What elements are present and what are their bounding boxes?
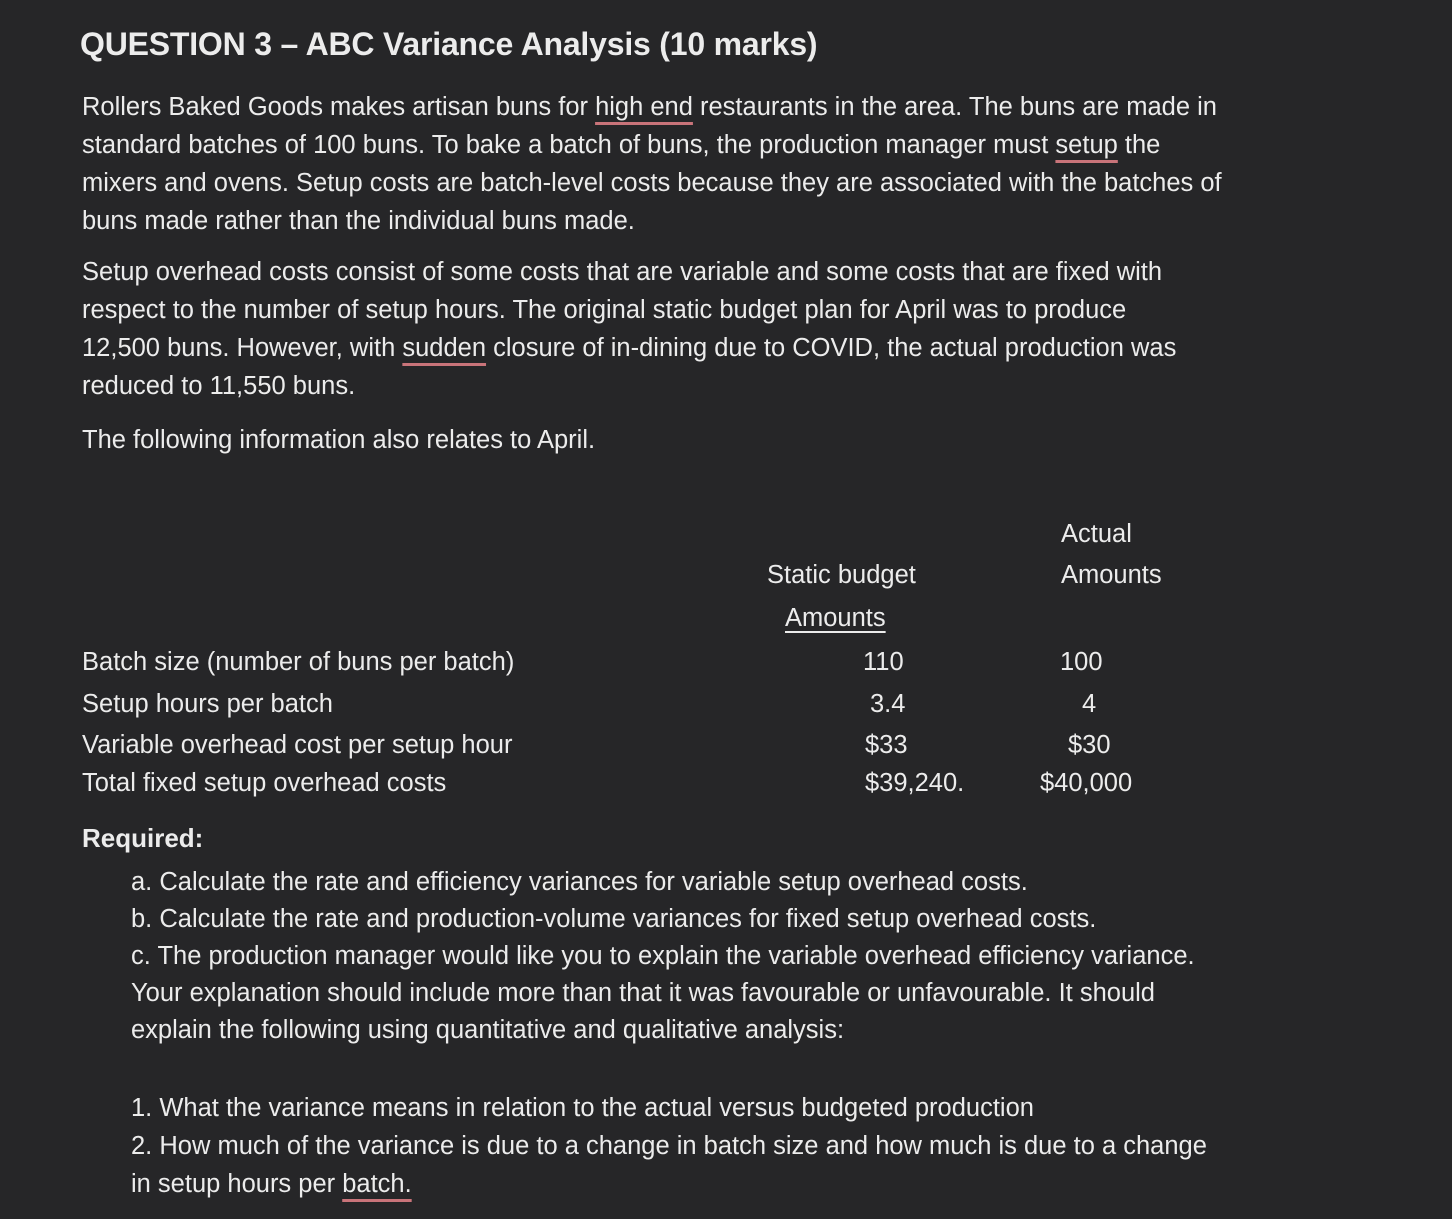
setup-paragraph: [82, 253, 1176, 405]
actual-header-line-1: Actual: [1061, 520, 1132, 548]
explain-item-2-continued: in setup hours per batch.: [131, 1170, 412, 1198]
static-variable-overhead: $33: [865, 731, 908, 759]
static-setup-hours: 3.4: [870, 690, 906, 718]
actual-batch-size: 100: [1060, 648, 1103, 676]
required-list: [131, 864, 1195, 1049]
actual-setup-hours: 4: [1082, 690, 1097, 718]
intro-paragraph: [82, 88, 1222, 240]
explain-list: [131, 1089, 1207, 1203]
setup-line-1: Setup overhead costs consist of some costs that are variable and some costs that are fixed with: [82, 258, 1163, 286]
spellcheck-flag: batch.: [342, 1170, 412, 1198]
explain-item-1: 1. What the variance means in relation to the actual versus budgeted production: [131, 1094, 1034, 1122]
required-item-c-line-3: explain the following using quantitative and qualitative analysis:: [131, 1016, 845, 1044]
info-paragraph: The following information also relates to April.: [82, 426, 596, 454]
static-fixed-overhead: $39,240.: [865, 769, 965, 797]
spellcheck-flag: setup: [1055, 131, 1118, 159]
row-label-variable-overhead: Variable overhead cost per setup hour: [82, 731, 513, 759]
actual-header-line-2: Amounts: [1061, 561, 1162, 589]
setup-line-4: reduced to 11,550 buns.: [82, 372, 356, 400]
spellcheck-flag: sudden: [402, 334, 487, 362]
question-title: QUESTION 3 – ABC Variance Analysis (10 marks): [80, 26, 818, 62]
actual-fixed-overhead: $40,000: [1040, 769, 1133, 797]
spellcheck-flag: high end: [595, 93, 693, 121]
row-label-batch-size: Batch size (number of buns per batch): [82, 648, 515, 676]
static-header-line-2: Amounts: [785, 604, 886, 632]
row-label-fixed-overhead: Total fixed setup overhead costs: [82, 769, 447, 797]
required-item-c-line-1: c. The production manager would like you to explain the variable overhead efficiency variance.: [131, 942, 1195, 970]
explain-item-2: 2. How much of the variance is due to a change in batch size and how much is due to a change: [131, 1132, 1207, 1160]
required-heading: Required:: [82, 823, 204, 853]
static-header-line-1: Static budget: [767, 561, 916, 589]
setup-line-2: respect to the number of setup hours. The original static budget plan for April was to produce: [82, 296, 1127, 324]
row-label-setup-hours: Setup hours per batch: [82, 690, 333, 718]
setup-line-3: 12,500 buns. However, with sudden closure of in-dining due to COVID, the actual production was: [82, 334, 1177, 362]
intro-line-4: buns made rather than the individual buns made.: [82, 207, 635, 235]
required-item-b: b. Calculate the rate and production-volume variances for fixed setup overhead costs.: [131, 905, 1097, 933]
required-item-c-line-2: Your explanation should include more than that it was favourable or unfavourable. It should: [131, 979, 1155, 1007]
intro-line-2: standard batches of 100 buns. To bake a batch of buns, the production manager must setup the: [82, 131, 1161, 159]
intro-line-1: Rollers Baked Goods makes artisan buns for high end restaurants in the area. The buns are made in: [82, 93, 1217, 121]
required-item-a: a. Calculate the rate and efficiency variances for variable setup overhead costs.: [131, 868, 1028, 896]
intro-line-3: mixers and ovens. Setup costs are batch-level costs because they are associated with the batches of: [82, 169, 1222, 197]
static-batch-size: 110: [863, 648, 904, 676]
actual-variable-overhead: $30: [1068, 731, 1111, 759]
